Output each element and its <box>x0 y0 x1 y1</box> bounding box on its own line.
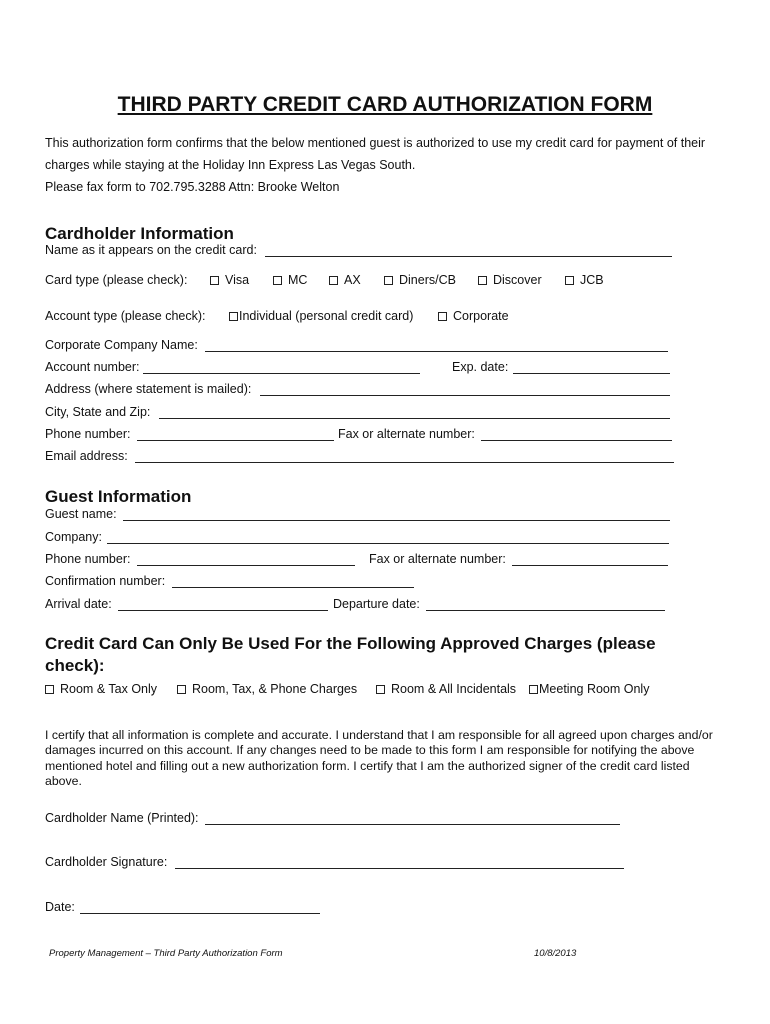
cardholder-fax-field[interactable] <box>481 440 672 441</box>
signature-label: Cardholder Signature: <box>45 855 168 869</box>
email-label: Email address: <box>45 449 128 463</box>
checkbox-icon <box>210 276 219 285</box>
guest-name-label: Guest name: <box>45 507 117 521</box>
account-type-corporate[interactable]: Corporate <box>438 309 509 323</box>
charge-room-tax-phone[interactable]: Room, Tax, & Phone Charges <box>177 682 357 696</box>
checkbox-icon <box>45 685 54 694</box>
confirmation-label: Confirmation number: <box>45 574 166 588</box>
guest-phone-label: Phone number: <box>45 552 131 566</box>
intro-line-2: charges while staying at the Holiday Inn Express Las Vegas South. <box>45 158 416 172</box>
exp-date-label: Exp. date: <box>452 360 509 374</box>
checkbox-icon <box>529 685 538 694</box>
guest-phone-field[interactable] <box>137 565 355 566</box>
account-number-field[interactable] <box>143 373 420 374</box>
account-type-label: Account type (please check): <box>45 309 206 323</box>
checkbox-icon <box>565 276 574 285</box>
checkbox-icon <box>177 685 186 694</box>
printed-name-label: Cardholder Name (Printed): <box>45 811 199 825</box>
certification-text: I certify that all information is complete and accurate. I understand that I am responsible for all agreed upon charges and/or damages incurred on this account. If any changes need to be made to this form I am responsible for notifying the above mentioned hotel and filling out a new authorization form. I certify that I am the authorized signer of the credit card listed above. <box>45 728 713 788</box>
card-type-jcb[interactable]: JCB <box>565 273 604 287</box>
charges-heading: Credit Card Can Only Be Used For the Following Approved Charges (please check): <box>45 634 656 675</box>
form-title: THIRD PARTY CREDIT CARD AUTHORIZATION FORM <box>117 93 653 116</box>
footer-title: Property Management – Third Party Authorization Form <box>49 948 283 959</box>
city-state-zip-label: City, State and Zip: <box>45 405 151 419</box>
checkbox-icon <box>438 312 447 321</box>
cardholder-name-label: Name as it appears on the credit card: <box>45 243 257 257</box>
intro-line-1: This authorization form confirms that the below mentioned guest is authorized to use my credit card for payment of their <box>45 136 706 150</box>
card-type-discover[interactable]: Discover <box>478 273 542 287</box>
cardholder-name-field[interactable] <box>265 256 672 257</box>
address-field[interactable] <box>260 395 670 396</box>
card-type-visa[interactable]: Visa <box>210 273 249 287</box>
corporate-name-label: Corporate Company Name: <box>45 338 198 352</box>
guest-fax-label: Fax or alternate number: <box>369 552 506 566</box>
address-label: Address (where statement is mailed): <box>45 382 252 396</box>
arrival-date-label: Arrival date: <box>45 597 112 611</box>
card-type-ax[interactable]: AX <box>329 273 361 287</box>
cardholder-phone-label: Phone number: <box>45 427 131 441</box>
city-state-zip-field[interactable] <box>159 418 670 419</box>
signature-field[interactable] <box>175 868 624 869</box>
footer-date: 10/8/2013 <box>534 948 577 959</box>
checkbox-icon <box>229 312 238 321</box>
checkbox-icon <box>384 276 393 285</box>
guest-fax-field[interactable] <box>512 565 668 566</box>
corporate-name-field[interactable] <box>205 351 668 352</box>
arrival-date-field[interactable] <box>118 610 328 611</box>
email-field[interactable] <box>135 462 674 463</box>
account-number-label: Account number: <box>45 360 140 374</box>
card-type-diners[interactable]: Diners/CB <box>384 273 456 287</box>
card-type-label: Card type (please check): <box>45 273 188 287</box>
account-type-individual[interactable]: Individual (personal credit card) <box>229 309 413 323</box>
checkbox-icon <box>478 276 487 285</box>
charge-meeting-room[interactable]: Meeting Room Only <box>529 682 649 696</box>
company-field[interactable] <box>107 543 669 544</box>
card-type-mc[interactable]: MC <box>273 273 307 287</box>
guest-heading: Guest Information <box>45 487 192 506</box>
company-label: Company: <box>45 530 102 544</box>
date-field[interactable] <box>80 913 320 914</box>
charge-room-incidentals[interactable]: Room & All Incidentals <box>376 682 516 696</box>
confirmation-field[interactable] <box>172 587 414 588</box>
checkbox-icon <box>376 685 385 694</box>
printed-name-field[interactable] <box>205 824 620 825</box>
cardholder-phone-field[interactable] <box>137 440 334 441</box>
cardholder-heading: Cardholder Information <box>45 224 234 243</box>
departure-date-label: Departure date: <box>333 597 420 611</box>
guest-name-field[interactable] <box>123 520 670 521</box>
date-label: Date: <box>45 900 75 914</box>
departure-date-field[interactable] <box>426 610 665 611</box>
exp-date-field[interactable] <box>513 373 670 374</box>
checkbox-icon <box>329 276 338 285</box>
checkbox-icon <box>273 276 282 285</box>
intro-fax-line: Please fax form to 702.795.3288 Attn: Brooke Welton <box>45 180 340 194</box>
cardholder-fax-label: Fax or alternate number: <box>338 427 475 441</box>
charge-room-tax[interactable]: Room & Tax Only <box>45 682 157 696</box>
